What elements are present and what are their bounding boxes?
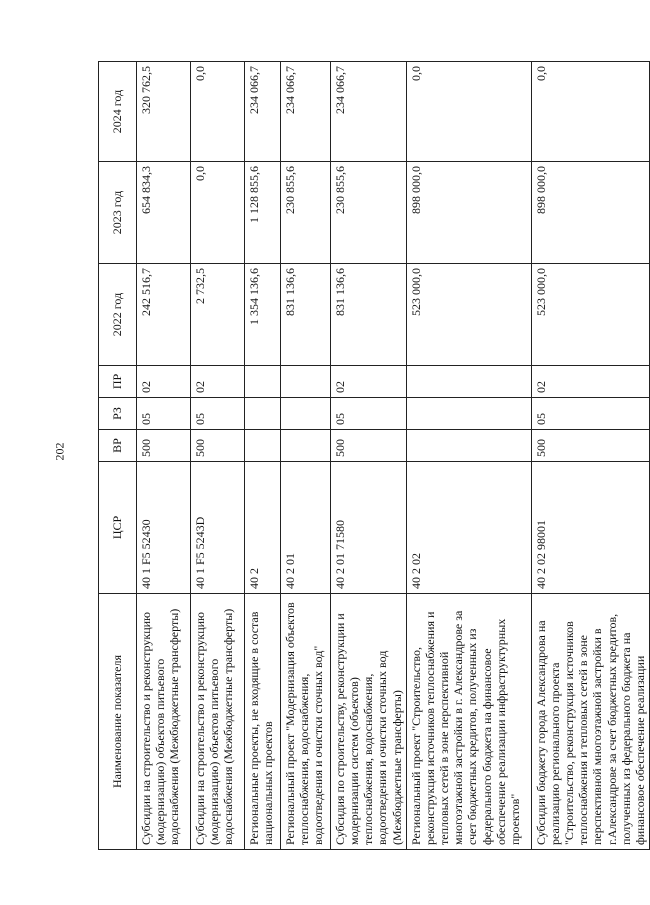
cell-vr (281, 430, 331, 462)
cell-name: Субсидии бюджету города Александрова на реализацию регионального проекта "Строительство, реконструкция источников теплоснабжения и тепловых сетей в зоне перспективной многоэтажной застройки в г.Александрове за счет бюджетных кредитов, полученных из федерального бюджета на финансовое обеспечение реализации (531, 594, 649, 850)
cell-name: Региональный проект "Строительство, реконструкция источников теплоснабжения и тепловых сетей в зоне перспективной многоэтажной застройки в г. Александрове за счет бюджетных кредитов, полученных из федерального бюджета на финансовое обеспечение реализации инфраструктурных проектов" (406, 594, 531, 850)
cell-2023: 898 000,0 (406, 162, 531, 264)
cell-2022: 242 516,7 (137, 264, 191, 366)
cell-2022: 831 136,6 (331, 264, 407, 366)
cell-2024: 234 066,7 (331, 62, 407, 162)
cell-2023: 0,0 (191, 162, 245, 264)
cell-rz (406, 398, 531, 430)
cell-2023: 230 855,6 (281, 162, 331, 264)
table-header-row (99, 62, 137, 850)
table-row (331, 62, 407, 850)
cell-rz (281, 398, 331, 430)
cell-rz (245, 398, 281, 430)
cell-2024: 0,0 (531, 62, 649, 162)
header-2022: 2022 год (99, 264, 137, 366)
header-csr: ЦСР (99, 462, 137, 594)
cell-2024: 0,0 (406, 62, 531, 162)
cell-name: Региональный проект "Модернизация объектов теплоснабжения, водоснабжения, водоотведения и очистки сточных вод" (281, 594, 331, 850)
cell-csr: 40 2 01 (281, 462, 331, 594)
cell-2022: 2 732,5 (191, 264, 245, 366)
budget-table (98, 61, 650, 850)
cell-2022: 523 000,0 (531, 264, 649, 366)
cell-2024: 320 762,5 (137, 62, 191, 162)
cell-2024: 234 066,7 (281, 62, 331, 162)
table-row (137, 62, 191, 850)
cell-pr: 02 (531, 366, 649, 398)
cell-2022: 523 000,0 (406, 264, 531, 366)
cell-2023: 654 834,3 (137, 162, 191, 264)
rotated-table-wrapper (98, 62, 647, 850)
cell-csr: 40 2 02 98001 (531, 462, 649, 594)
cell-2023: 1 128 855,6 (245, 162, 281, 264)
header-rz: РЗ (99, 398, 137, 430)
cell-vr: 500 (531, 430, 649, 462)
table-row (281, 62, 331, 850)
cell-rz: 05 (191, 398, 245, 430)
header-2024: 2024 год (99, 62, 137, 162)
cell-2024: 234 066,7 (245, 62, 281, 162)
header-pr: ПР (99, 366, 137, 398)
cell-2023: 230 855,6 (331, 162, 407, 264)
cell-csr: 40 2 02 (406, 462, 531, 594)
cell-vr (406, 430, 531, 462)
cell-pr (406, 366, 531, 398)
cell-csr: 40 1 F5 52430 (137, 462, 191, 594)
cell-vr (245, 430, 281, 462)
page-number: 202 (52, 442, 67, 461)
cell-rz: 05 (137, 398, 191, 430)
cell-pr: 02 (137, 366, 191, 398)
cell-name: Субсидии на строительство и реконструкцию (модернизацию) объектов питьевого водоснабжения (Межбюджетные трансферты) (191, 594, 245, 850)
header-2023: 2023 год (99, 162, 137, 264)
cell-2023: 898 000,0 (531, 162, 649, 264)
cell-vr: 500 (331, 430, 407, 462)
cell-name: Региональные проекты, не входящие в состав национальных проектов (245, 594, 281, 850)
cell-pr: 02 (331, 366, 407, 398)
cell-rz: 05 (531, 398, 649, 430)
cell-csr: 40 1 F5 5243D (191, 462, 245, 594)
cell-pr (281, 366, 331, 398)
cell-name: Субсидия по строительству, реконструкции и модернизации систем (объектов) теплоснабжения, водоснабжения, водоотведения и очистки сточных вод (Межбюджетные трансферты) (331, 594, 407, 850)
table-row (191, 62, 245, 850)
cell-pr: 02 (191, 366, 245, 398)
cell-2022: 831 136,6 (281, 264, 331, 366)
cell-rz: 05 (331, 398, 407, 430)
cell-vr: 500 (137, 430, 191, 462)
cell-csr: 40 2 (245, 462, 281, 594)
table-row (245, 62, 281, 850)
budget-table-sheet (98, 62, 647, 850)
header-name: Наименование показателя (99, 594, 137, 850)
cell-pr (245, 366, 281, 398)
header-vr: ВР (99, 430, 137, 462)
cell-2022: 1 354 136,6 (245, 264, 281, 366)
table-row (531, 62, 649, 850)
table-row (406, 62, 531, 850)
cell-name: Субсидии на строительство и реконструкцию (модернизацию) объектов питьевого водоснабжения (Межбюджетные трансферты) (137, 594, 191, 850)
cell-csr: 40 2 01 71580 (331, 462, 407, 594)
cell-2024: 0,0 (191, 62, 245, 162)
cell-vr: 500 (191, 430, 245, 462)
